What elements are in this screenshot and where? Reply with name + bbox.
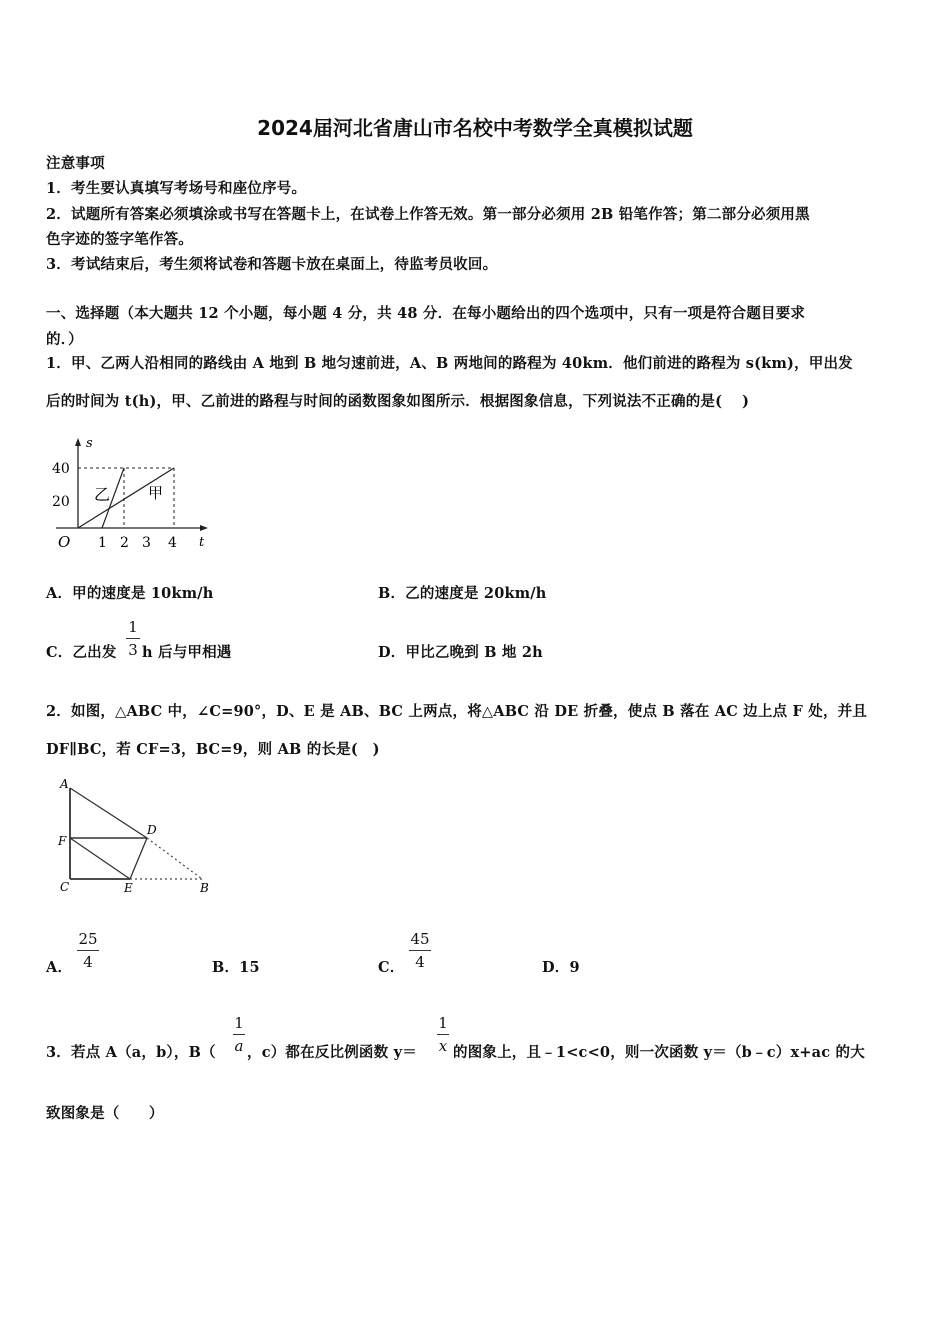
q2-option-c-fraction xyxy=(409,930,431,971)
point-a-label: A xyxy=(60,777,69,791)
x-label: t xyxy=(199,535,205,550)
label-yi: 乙 xyxy=(94,485,111,504)
q1-option-a: A．甲的速度是 10km/h xyxy=(46,585,214,602)
y-label: s xyxy=(86,436,93,451)
fraction-denominator: 3 xyxy=(128,641,138,659)
fraction-numerator: 45 xyxy=(410,930,430,948)
fraction-numerator: 1 xyxy=(438,1014,448,1032)
fraction-numerator: 25 xyxy=(78,930,98,948)
y-arrow xyxy=(75,438,81,446)
origin-label: O xyxy=(58,533,71,551)
notice-item: 3．考试结束后，考生须将试卷和答题卡放在桌面上，待监考员收回。 xyxy=(46,256,498,273)
q2-option-a-label: A． xyxy=(46,959,73,976)
fraction-denominator: a xyxy=(234,1037,244,1055)
q1-option-c-prefix: C．乙出发 xyxy=(46,644,117,661)
q2-option-d: D．9 xyxy=(542,959,580,976)
point-f-label: F xyxy=(58,834,67,848)
q2-option-c-label: C． xyxy=(378,959,405,976)
q1-option-c-suffix: h 后与甲相遇 xyxy=(142,644,232,661)
x-tick: 2 xyxy=(120,535,129,551)
notice-item: 2．试题所有答案必须填涂或书写在答题卡上，在试卷上作答无效。第一部分必须用 2B 铅笔作答；第二部分必须用黑 xyxy=(46,206,810,223)
q3-stem-part1: 3．若点 A（a，b），B（ xyxy=(46,1044,216,1061)
q1-option-b: B．乙的速度是 20km/h xyxy=(378,585,547,602)
q3-fraction-1-over-a xyxy=(233,1014,245,1055)
q2-stem-cont: DF∥BC，若 CF=3，BC=9，则 AB 的长是( ) xyxy=(46,741,380,758)
q2-option-b: B．15 xyxy=(212,959,260,976)
q1-graph xyxy=(44,434,224,558)
label-jia: 甲 xyxy=(148,484,164,502)
q2-option-a-fraction xyxy=(77,930,99,971)
q3-stem-part3: 的图象上，且﹣1<c<0，则一次函数 y＝（b﹣c）x+ac 的大 xyxy=(453,1044,865,1061)
y-tick: 40 xyxy=(52,461,70,477)
q3-stem-cont: 致图象是（ ） xyxy=(46,1105,164,1122)
q2-stem: 2．如图，△ABC 中，∠C=90°，D、E 是 AB、BC 上两点，将△ABC 沿 DE 折叠，使点 B 落在 AC 边上点 F 处，并且 xyxy=(46,703,868,720)
q1-option-d: D．甲比乙晚到 B 地 2h xyxy=(378,644,543,661)
x-tick: 1 xyxy=(98,535,107,551)
fraction-numerator: 1 xyxy=(234,1014,244,1032)
point-d-label: D xyxy=(147,823,157,837)
q1-stem: 1．甲、乙两人沿相同的路线由 A 地到 B 地匀速前进，A、B 两地间的路程为 40km．他们前进的路程为 s(km)，甲出发 xyxy=(46,355,853,372)
point-b-label: B xyxy=(200,881,209,895)
fraction-numerator: 1 xyxy=(128,618,138,636)
page-title: 2024届河北省唐山市名校中考数学全真模拟试题 xyxy=(257,116,693,140)
q1-option-c-fraction xyxy=(126,618,140,659)
notice-item: 色字迹的签字笔作答。 xyxy=(46,231,193,248)
point-e-label: E xyxy=(124,881,133,895)
fraction-denominator: 4 xyxy=(83,953,93,971)
notice-item: 1．考生要认真填写考场号和座位序号。 xyxy=(46,180,307,197)
y-tick: 20 xyxy=(52,494,70,510)
point-c-label: C xyxy=(60,880,70,894)
section-heading-cont: 的．） xyxy=(46,331,83,348)
section-heading: 一、选择题（本大题共 12 个小题，每小题 4 分，共 48 分．在每小题给出的四个选项中，只有一项是符合题目要求 xyxy=(46,305,806,322)
notice-heading: 注意事项 xyxy=(46,155,105,172)
x-tick: 3 xyxy=(142,535,151,551)
q3-stem-part2: ，c）都在反比例函数 y＝ xyxy=(247,1044,417,1061)
q1-stem-cont: 后的时间为 t(h)，甲、乙前进的路程与时间的函数图象如图所示．根据图象信息，下列说法不正确的是( ) xyxy=(46,393,750,410)
x-tick: 4 xyxy=(168,535,177,551)
fraction-denominator: 4 xyxy=(415,953,425,971)
q3-fraction-1-over-x xyxy=(437,1014,449,1055)
q2-figure xyxy=(52,772,222,902)
x-arrow xyxy=(200,525,208,531)
fraction-denominator: x xyxy=(438,1037,448,1055)
